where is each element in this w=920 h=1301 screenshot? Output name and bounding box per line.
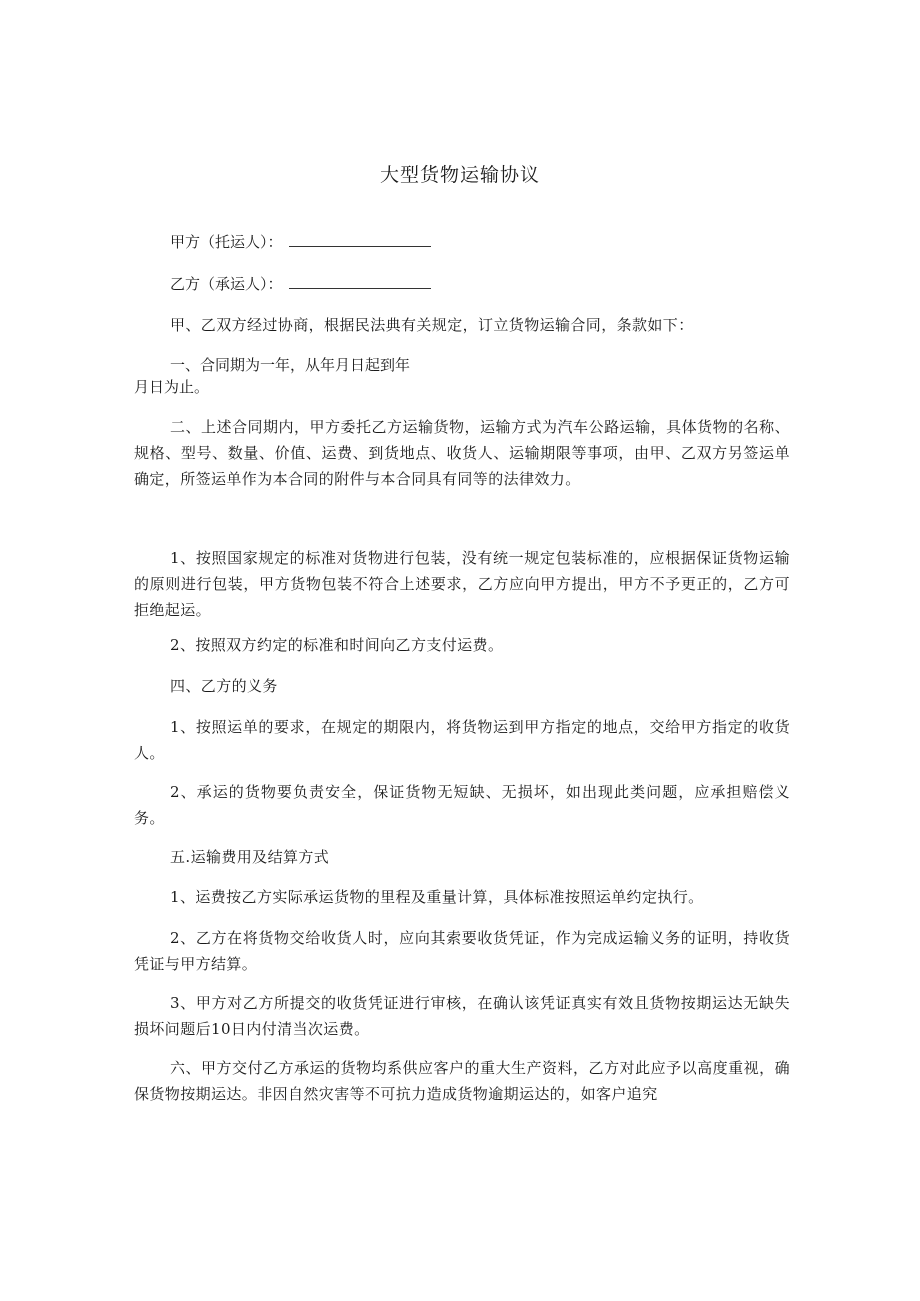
party-a-label: 甲方（托运人）： [170,233,283,251]
party-b-blank [289,274,431,289]
party-b-line [134,271,790,297]
intro-paragraph: 甲、乙双方经过协商，根据民法典有关规定，订立货物运输合同，条款如下： [170,316,694,334]
party-a-line [134,229,790,255]
clause-4-item-1: 1、按照运单的要求，在规定的期限内，将货物运到甲方指定的地点，交给甲方指定的收货人。 [134,718,790,762]
party-a-blank [289,232,431,247]
clause-4-heading: 四、乙方的义务 [170,677,278,695]
clause-4-item-2: 2、承运的货物要负责安全，保证货物无短缺、无损坏，如出现此类问题，应承担赔偿义务。 [134,783,790,827]
document-title: 大型货物运输协议 [379,164,540,186]
clause-2-paragraph: 二、上述合同期内，甲方委托乙方运输货物，运输方式为汽车公路运输，具体货物的名称、规格、型号、数量、价值、运费、到货地点、收货人、运输期限等事项，由甲、乙双方另签运单确定，所签运单作为本合同的附件与本合同具有同等的法律效力。 [134,418,790,488]
clause-1-line-2: 月日为止。 [134,378,210,396]
party-b-label: 乙方（承运人）： [170,275,283,293]
clause-6-paragraph: 六、甲方交付乙方承运的货物均系供应客户的重大生产资料，乙方对此应予以高度重视，确保货物按期运达。非因自然灾害等不可抗力造成货物逾期运达的，如客户追究 [134,1059,790,1103]
clause-5-item-2: 2、乙方在将货物交给收货人时，应向其索要收货凭证，作为完成运输义务的证明，持收货凭证与甲方结算。 [134,929,790,973]
clause-3-item-1: 1、按照国家规定的标准对货物进行包装，没有统一规定包装标准的，应根据保证货物运输的原则进行包装，甲方货物包装不符合上述要求，乙方应向甲方提出，甲方不予更正的，乙方可拒绝起运。 [134,549,790,619]
clause-5-item-1: 1、运费按乙方实际承运货物的里程及重量计算，具体标准按照运单约定执行。 [170,888,704,906]
clause-5-heading: 五.运输费用及结算方式 [170,848,330,866]
clause-3-item-2: 2、按照双方约定的标准和时间向乙方支付运费。 [170,636,504,654]
clause-5-item-3: 3、甲方对乙方所提交的收货凭证进行审核，在确认该凭证真实有效且货物按期运达无缺失损坏问题后10日内付清当次运费。 [134,994,790,1038]
clause-1-line-1: 一、合同期为一年，从年月日起到年 [170,356,411,374]
